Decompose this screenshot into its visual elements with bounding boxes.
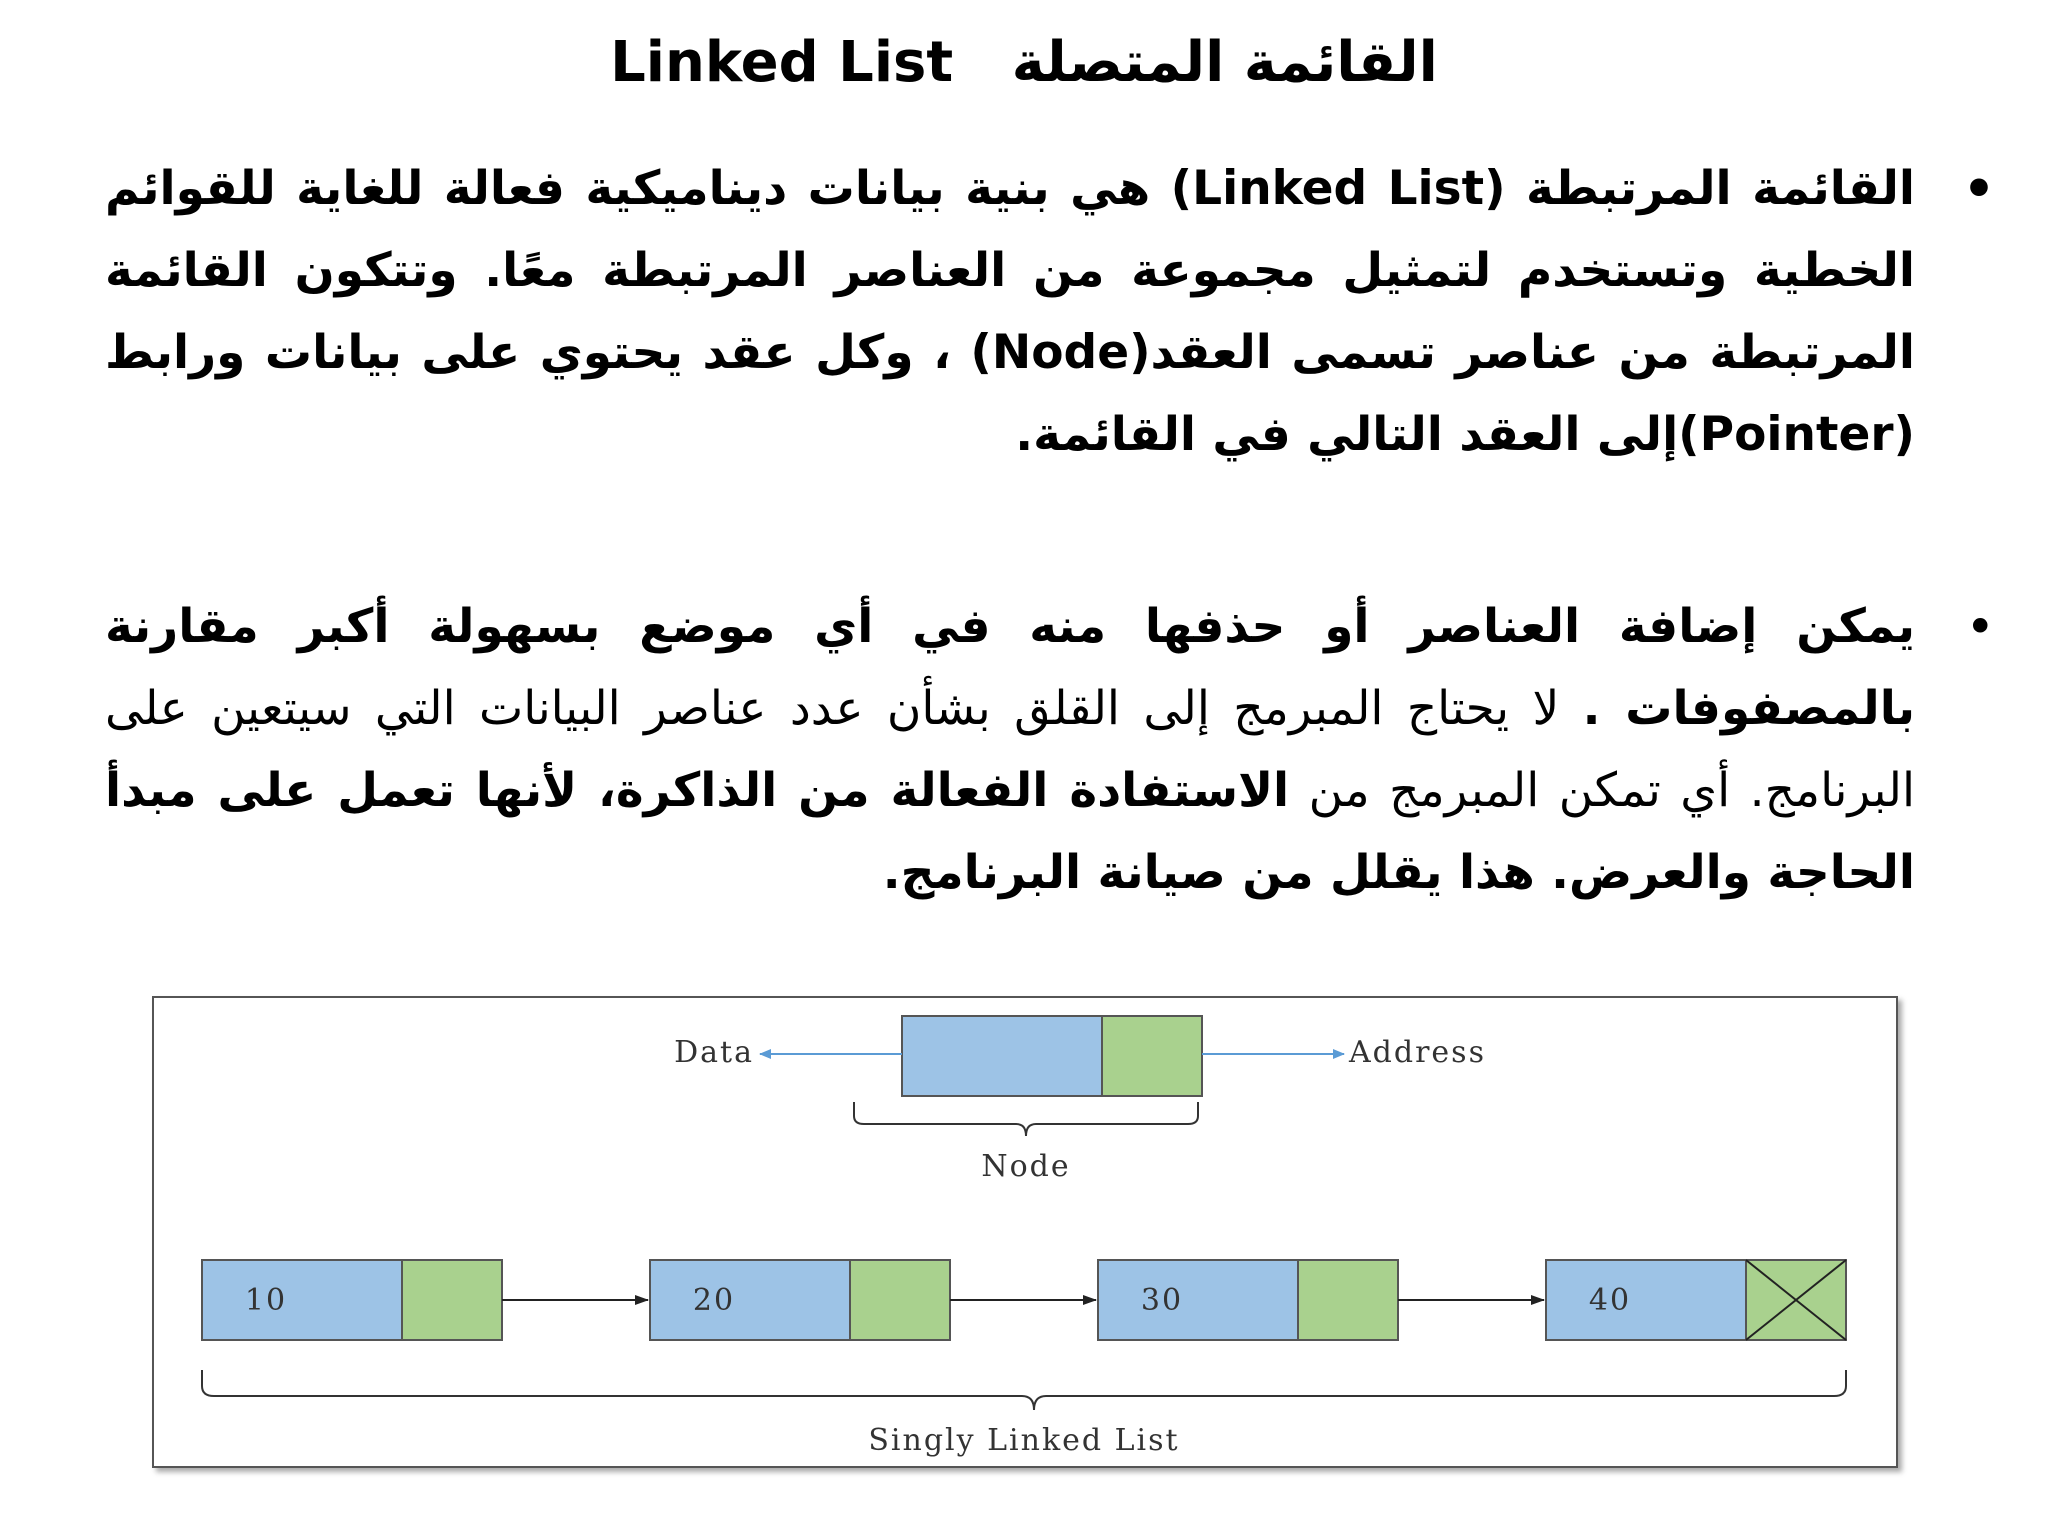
node-brace [854,1102,1198,1136]
bullet-2-text-bold: يمكن إضافة العناصر أو حذفها منه في أي موضع بسهولة أكبر مقارنة بالمصفوفات . [105,599,1915,736]
sample-node-pointer-cell [1102,1016,1202,1096]
sample-node-data-cell [902,1016,1102,1096]
page-title [0,18,2048,108]
address-label: Address [1349,1035,1486,1070]
node-3-value: 30 [1140,1283,1184,1318]
list-brace [202,1370,1846,1410]
bullet-paragraph-2 [105,586,1995,914]
title-english: Linked List [610,30,954,95]
data-label: Data [674,1035,754,1070]
node-1-pointer-cell [402,1260,502,1340]
list-node-3 [1098,1260,1398,1340]
node-3-data-cell [1098,1260,1298,1340]
node-2-data-cell [650,1260,850,1340]
bullet-dot-icon: • [1963,160,1995,218]
node-2-pointer-cell [850,1260,950,1340]
node-label: Node [981,1149,1071,1184]
node-4-data-cell [1546,1260,1746,1340]
node-1-value: 10 [244,1283,288,1318]
bullet-2-text-normal: لا يحتاج المبرمج إلى القلق بشأن عدد عناصر البيانات التي سيتعين على البرنامج. أي تمكن المبرمج من [105,681,1915,818]
node-1-data-cell [202,1260,402,1340]
node-3-pointer-cell [1298,1260,1398,1340]
bullet-2-text-bold-end: الاستفادة الفعالة من الذاكرة، لأنها تعمل على مبدأ الحاجة والعرض. هذا يقلل من صيانة البرنامج. [105,763,1915,900]
title-arabic: القائمة المتصلة [1011,30,1438,95]
list-label: Singly Linked List [868,1423,1180,1458]
bullet-1-text: القائمة المرتبطة (Linked List) هي بنية بيانات ديناميكية فعالة للغاية للقوائم الخطية وتستخدم لتمثيل مجموعة من العناصر المرتبطة معًا. وتتكون القائمة المرتبطة من عناصر تسمى العقد(Node) ، وكل عقد يحتوي على بيانات ورابط (Pointer)إلى العقد التالي في القائمة. [105,161,1915,462]
list-node-1 [202,1260,502,1340]
bullet-dot-icon: • [1965,598,1995,656]
bullet-paragraph-1 [105,148,1995,476]
linked-list-diagram [152,996,1898,1468]
list-node-4 [1546,1260,1846,1340]
node-4-value: 40 [1588,1283,1632,1318]
diagram-canvas [154,998,1896,1466]
node-2-value: 20 [692,1283,736,1318]
content-body [105,148,1995,914]
list-node-2 [650,1260,950,1340]
